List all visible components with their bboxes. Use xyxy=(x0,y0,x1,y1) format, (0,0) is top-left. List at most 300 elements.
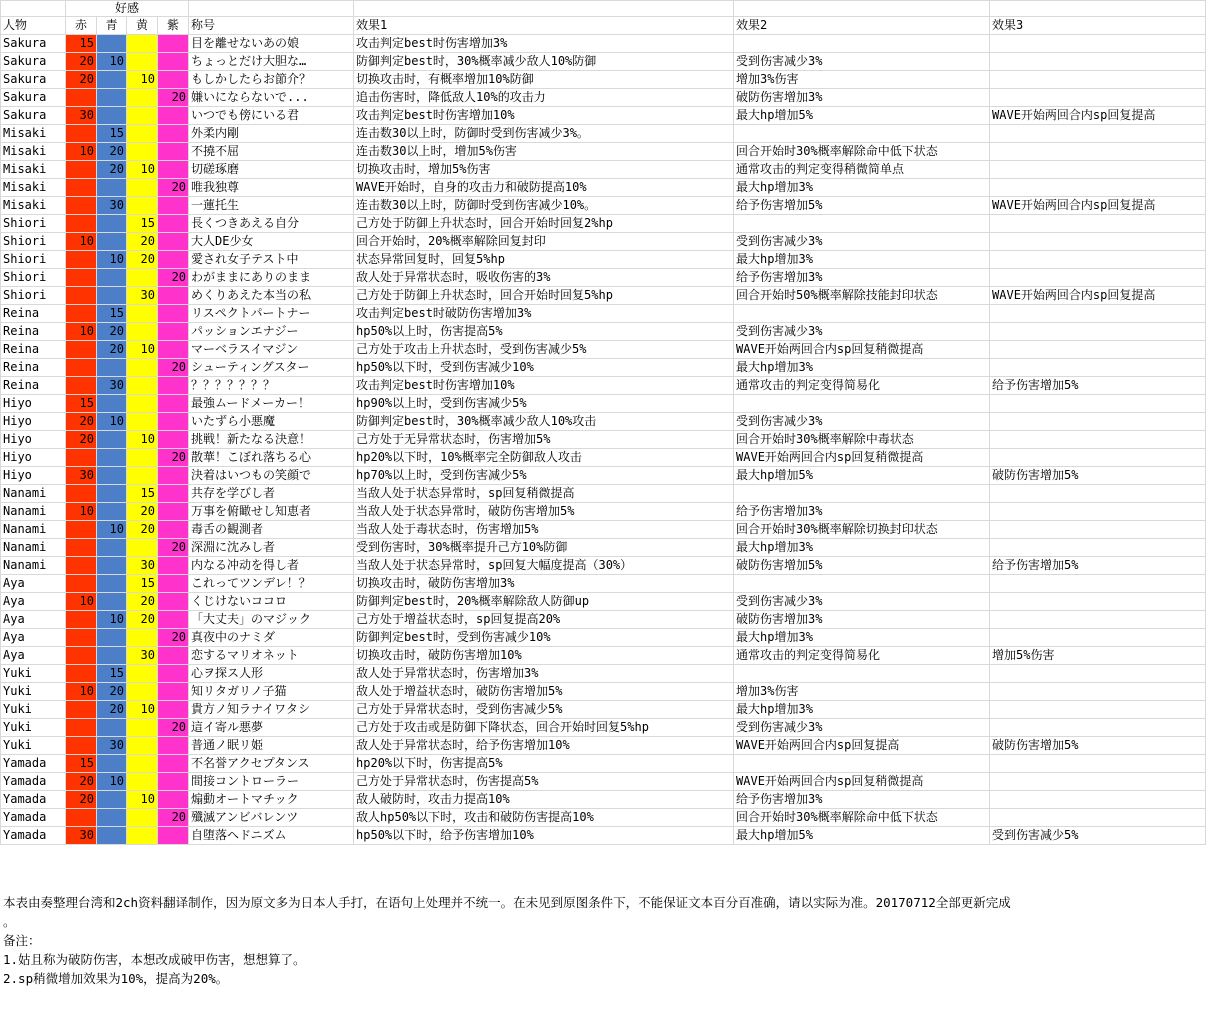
cell-effect1: 敌人hp50%以下时，攻击和破防伤害提高10% xyxy=(354,809,734,827)
cell-blue-affinity xyxy=(97,827,127,845)
table-row xyxy=(1,431,1206,449)
cell-effect3: WAVE开始两回合内sp回复提高 xyxy=(990,107,1206,125)
cell-purple-affinity xyxy=(158,215,189,233)
cell-yellow-affinity xyxy=(127,35,158,53)
cell-purple-affinity xyxy=(158,773,189,791)
cell-effect1: hp50%以下时，给予伤害增加10% xyxy=(354,827,734,845)
cell-effect1: 攻击判定best时破防伤害增加3% xyxy=(354,305,734,323)
cell-effect2: WAVE开始两回合内sp回复稍微提高 xyxy=(734,773,990,791)
cell-purple-affinity xyxy=(158,71,189,89)
cell-effect3 xyxy=(990,179,1206,197)
cell-yellow-affinity: 15 xyxy=(127,575,158,593)
cell-blue-affinity: 30 xyxy=(97,197,127,215)
cell-blue-affinity: 20 xyxy=(97,143,127,161)
header-affinity: 好感 xyxy=(66,1,189,17)
cell-title: 決着はいつもの笑顔で xyxy=(189,467,354,485)
cell-yellow-affinity: 20 xyxy=(127,611,158,629)
cell-red-affinity xyxy=(66,341,97,359)
cell-yellow-affinity xyxy=(127,179,158,197)
cell-character: Reina xyxy=(1,305,66,323)
cell-blue-affinity xyxy=(97,467,127,485)
cell-character: Yuki xyxy=(1,683,66,701)
table-row xyxy=(1,485,1206,503)
cell-character: Misaki xyxy=(1,143,66,161)
cell-effect1: 敌人处于增益状态时，破防伤害增加5% xyxy=(354,683,734,701)
cell-blue-affinity: 20 xyxy=(97,161,127,179)
table-row xyxy=(1,467,1206,485)
cell-effect3 xyxy=(990,431,1206,449)
cell-purple-affinity xyxy=(158,791,189,809)
cell-effect3: 受到伤害减少5% xyxy=(990,827,1206,845)
cell-effect2: 通常攻击的判定变得简易化 xyxy=(734,377,990,395)
cell-blue-affinity xyxy=(97,233,127,251)
table-row xyxy=(1,647,1206,665)
cell-effect1: 当敌人处于状态异常时，sp回复稍微提高 xyxy=(354,485,734,503)
cell-title: 自堕落ヘドニズム xyxy=(189,827,354,845)
cell-character: Yamada xyxy=(1,791,66,809)
cell-purple-affinity: 20 xyxy=(158,359,189,377)
cell-effect3 xyxy=(990,413,1206,431)
cell-effect1: 切换攻击时，增加5%伤害 xyxy=(354,161,734,179)
table-row xyxy=(1,539,1206,557)
cell-blue-affinity xyxy=(97,359,127,377)
cell-effect3: 破防伤害增加5% xyxy=(990,467,1206,485)
table-row xyxy=(1,143,1206,161)
cell-title: 深淵に沈みし者 xyxy=(189,539,354,557)
cell-effect1: 防御判定best时，20%概率解除敌人防御up xyxy=(354,593,734,611)
cell-purple-affinity xyxy=(158,107,189,125)
cell-blue-affinity xyxy=(97,431,127,449)
table-row xyxy=(1,53,1206,71)
cell-effect2: 给予伤害增加3% xyxy=(734,791,990,809)
cell-effect1: 己方处于攻击上升状态时，受到伤害减少5% xyxy=(354,341,734,359)
cell-blue-affinity: 10 xyxy=(97,53,127,71)
cell-yellow-affinity xyxy=(127,413,158,431)
cell-effect1: hp20%以下时，伤害提高5% xyxy=(354,755,734,773)
cell-purple-affinity xyxy=(158,647,189,665)
header-blank xyxy=(990,1,1206,17)
cell-red-affinity: 15 xyxy=(66,35,97,53)
table-row xyxy=(1,35,1206,53)
cell-title: 共存を学びし者 xyxy=(189,485,354,503)
cell-red-affinity: 10 xyxy=(66,143,97,161)
header-blank xyxy=(354,1,734,17)
cell-effect3 xyxy=(990,521,1206,539)
cell-effect2: 破防伤害增加3% xyxy=(734,89,990,107)
cell-red-affinity xyxy=(66,485,97,503)
cell-title: 長くつきあえる自分 xyxy=(189,215,354,233)
cell-blue-affinity xyxy=(97,395,127,413)
cell-purple-affinity xyxy=(158,575,189,593)
cell-purple-affinity xyxy=(158,395,189,413)
cell-effect3 xyxy=(990,89,1206,107)
notes-intro-text: 本表由奏整理台湾和2ch资料翻译制作，因为原文多为日本人手打，在语句上处理并不统一。在未见到原图条件下，不能保证文本百分百准确，请以实际为准。20170712全部更新完成 xyxy=(3,895,1011,910)
cell-yellow-affinity: 10 xyxy=(127,791,158,809)
cell-character: Reina xyxy=(1,377,66,395)
cell-effect2 xyxy=(734,215,990,233)
cell-blue-affinity: 10 xyxy=(97,521,127,539)
cell-effect3 xyxy=(990,395,1206,413)
cell-title: パッションエナジー xyxy=(189,323,354,341)
cell-blue-affinity xyxy=(97,179,127,197)
header-effect1: 效果1 xyxy=(354,17,734,35)
cell-red-affinity xyxy=(66,521,97,539)
cell-character: Nanami xyxy=(1,503,66,521)
cell-red-affinity xyxy=(66,215,97,233)
cell-blue-affinity: 20 xyxy=(97,341,127,359)
cell-effect1: 防御判定best时，30%概率减少敌人10%防御 xyxy=(354,53,734,71)
cell-red-affinity xyxy=(66,701,97,719)
cell-purple-affinity xyxy=(158,197,189,215)
cell-effect2: 最大hp增加3% xyxy=(734,179,990,197)
cell-purple-affinity xyxy=(158,755,189,773)
cell-character: Hiyo xyxy=(1,395,66,413)
cell-effect2: 给予伤害增加5% xyxy=(734,197,990,215)
cell-title: 普通ノ眠リ姫 xyxy=(189,737,354,755)
table-row xyxy=(1,89,1206,107)
cell-character: Hiyo xyxy=(1,467,66,485)
cell-title: 愛され女子テスト中 xyxy=(189,251,354,269)
cell-effect2 xyxy=(734,755,990,773)
cell-effect3 xyxy=(990,683,1206,701)
table-row xyxy=(1,683,1206,701)
cell-blue-affinity: 15 xyxy=(97,125,127,143)
cell-effect3: 给予伤害增加5% xyxy=(990,557,1206,575)
cell-effect3: 给予伤害增加5% xyxy=(990,377,1206,395)
cell-effect1: WAVE开始时，自身的攻击力和破防提高10% xyxy=(354,179,734,197)
cell-character: Aya xyxy=(1,575,66,593)
cell-effect2: 最大hp增加5% xyxy=(734,107,990,125)
cell-purple-affinity xyxy=(158,377,189,395)
cell-red-affinity xyxy=(66,449,97,467)
table-row xyxy=(1,251,1206,269)
cell-effect3 xyxy=(990,53,1206,71)
cell-effect2 xyxy=(734,395,990,413)
cell-purple-affinity xyxy=(158,305,189,323)
cell-yellow-affinity xyxy=(127,809,158,827)
header-effect3: 效果3 xyxy=(990,17,1206,35)
cell-effect2: 受到伤害减少3% xyxy=(734,323,990,341)
cell-purple-affinity: 20 xyxy=(158,539,189,557)
cell-yellow-affinity xyxy=(127,53,158,71)
cell-red-affinity xyxy=(66,377,97,395)
header-effect2: 效果2 xyxy=(734,17,990,35)
cell-red-affinity xyxy=(66,611,97,629)
cell-yellow-affinity xyxy=(127,449,158,467)
cell-title: もしかしたらお節介？ xyxy=(189,71,354,89)
cell-effect3 xyxy=(990,143,1206,161)
cell-effect1: 己方处于攻击或是防御下降状态，回合开始时回复5%hp xyxy=(354,719,734,737)
cell-title: 散華！こぼれ落ちる心 xyxy=(189,449,354,467)
cell-character: Nanami xyxy=(1,521,66,539)
cell-character: Reina xyxy=(1,323,66,341)
cell-yellow-affinity xyxy=(127,197,158,215)
cell-title: くじけないココロ xyxy=(189,593,354,611)
cell-yellow-affinity: 10 xyxy=(127,701,158,719)
cell-effect2: WAVE开始两回合内sp回复提高 xyxy=(734,737,990,755)
cell-purple-affinity xyxy=(158,341,189,359)
notes-section xyxy=(3,893,1203,988)
cell-red-affinity xyxy=(66,89,97,107)
table-row xyxy=(1,701,1206,719)
cell-red-affinity xyxy=(66,125,97,143)
cell-effect3 xyxy=(990,359,1206,377)
cell-red-affinity: 10 xyxy=(66,233,97,251)
cell-title: 内なる冲动を得し者 xyxy=(189,557,354,575)
cell-blue-affinity: 10 xyxy=(97,773,127,791)
cell-character: Misaki xyxy=(1,125,66,143)
cell-purple-affinity: 20 xyxy=(158,179,189,197)
cell-effect1: 切换攻击时，破防伤害增加3% xyxy=(354,575,734,593)
cell-effect1: 状态异常回复时，回复5%hp xyxy=(354,251,734,269)
cell-purple-affinity xyxy=(158,467,189,485)
cell-character: Yamada xyxy=(1,773,66,791)
cell-purple-affinity xyxy=(158,485,189,503)
cell-yellow-affinity xyxy=(127,305,158,323)
cell-effect2: 受到伤害减少3% xyxy=(734,593,990,611)
cell-effect2 xyxy=(734,125,990,143)
cell-effect3 xyxy=(990,755,1206,773)
notes-intro xyxy=(3,893,1203,931)
cell-effect2: 回合开始时30%概率解除命中低下状态 xyxy=(734,143,990,161)
cell-yellow-affinity: 30 xyxy=(127,647,158,665)
cell-character: Aya xyxy=(1,593,66,611)
notes-remark-1: 1.姑且称为破防伤害，本想改成破甲伤害，想想算了。 xyxy=(3,952,306,967)
cell-effect1: 攻击判定best时伤害增加3% xyxy=(354,35,734,53)
cell-character: Misaki xyxy=(1,179,66,197)
cell-title: わがままにありのまま xyxy=(189,269,354,287)
cell-blue-affinity xyxy=(97,557,127,575)
cell-red-affinity: 30 xyxy=(66,467,97,485)
cell-character: Reina xyxy=(1,341,66,359)
table-row xyxy=(1,377,1206,395)
cell-purple-affinity xyxy=(158,827,189,845)
cell-red-affinity xyxy=(66,197,97,215)
cell-character: Yuki xyxy=(1,701,66,719)
cell-purple-affinity: 20 xyxy=(158,809,189,827)
cell-character: Hiyo xyxy=(1,431,66,449)
cell-red-affinity: 20 xyxy=(66,791,97,809)
cell-effect3: 增加5%伤害 xyxy=(990,647,1206,665)
cell-title: いたずら小悪魔 xyxy=(189,413,354,431)
cell-purple-affinity xyxy=(158,701,189,719)
cell-yellow-affinity xyxy=(127,269,158,287)
table-row xyxy=(1,305,1206,323)
cell-red-affinity: 10 xyxy=(66,503,97,521)
cell-effect1: 敌人处于异常状态时，给予伤害增加10% xyxy=(354,737,734,755)
table-row xyxy=(1,197,1206,215)
cell-character: Shiori xyxy=(1,251,66,269)
cell-yellow-affinity xyxy=(127,467,158,485)
cell-title: 毒舌の観測者 xyxy=(189,521,354,539)
cell-effect1: 当敌人处于毒状态时，伤害增加5% xyxy=(354,521,734,539)
cell-title: 切磋琢磨 xyxy=(189,161,354,179)
cell-title: 這イ寄ル悪夢 xyxy=(189,719,354,737)
cell-title: シューティングスター xyxy=(189,359,354,377)
cell-title: ？？？？？？？ xyxy=(189,377,354,395)
cell-effect1: 回合开始时，20%概率解除回复封印 xyxy=(354,233,734,251)
cell-yellow-affinity: 20 xyxy=(127,593,158,611)
cell-effect1: 己方处于防御上升状态时，回合开始时回复5%hp xyxy=(354,287,734,305)
cell-effect3 xyxy=(990,251,1206,269)
cell-character: Aya xyxy=(1,629,66,647)
cell-character: Sakura xyxy=(1,53,66,71)
cell-red-affinity: 15 xyxy=(66,755,97,773)
cell-title: 唯我独尊 xyxy=(189,179,354,197)
cell-blue-affinity xyxy=(97,791,127,809)
cell-yellow-affinity xyxy=(127,359,158,377)
cell-blue-affinity xyxy=(97,485,127,503)
cell-blue-affinity xyxy=(97,503,127,521)
cell-character: Nanami xyxy=(1,485,66,503)
cell-title: 知リタガリノ子猫 xyxy=(189,683,354,701)
cell-character: Shiori xyxy=(1,269,66,287)
cell-blue-affinity: 20 xyxy=(97,323,127,341)
cell-effect3 xyxy=(990,539,1206,557)
cell-purple-affinity: 20 xyxy=(158,269,189,287)
cell-effect2 xyxy=(734,35,990,53)
cell-purple-affinity xyxy=(158,521,189,539)
cell-yellow-affinity: 10 xyxy=(127,341,158,359)
cell-effect1: 己方处于异常状态时，伤害提高5% xyxy=(354,773,734,791)
cell-effect3 xyxy=(990,233,1206,251)
cell-yellow-affinity xyxy=(127,377,158,395)
cell-effect3: WAVE开始两回合内sp回复提高 xyxy=(990,287,1206,305)
header-character: 人物 xyxy=(1,17,66,35)
cell-title: 不名誉アクセプタンス xyxy=(189,755,354,773)
table-row xyxy=(1,521,1206,539)
cell-effect1: 己方处于防御上升状态时，回合开始时回复2%hp xyxy=(354,215,734,233)
cell-effect1: 防御判定best时，30%概率减少敌人10%攻击 xyxy=(354,413,734,431)
cell-title: 目を離せないあの娘 xyxy=(189,35,354,53)
cell-effect1: 敌人处于异常状态时，伤害增加3% xyxy=(354,665,734,683)
cell-purple-affinity xyxy=(158,431,189,449)
cell-blue-affinity xyxy=(97,719,127,737)
cell-purple-affinity xyxy=(158,233,189,251)
cell-purple-affinity: 20 xyxy=(158,629,189,647)
cell-effect1: 切换攻击时，破防伤害增加10% xyxy=(354,647,734,665)
cell-blue-affinity: 10 xyxy=(97,413,127,431)
cell-blue-affinity xyxy=(97,269,127,287)
cell-effect2: 最大hp增加5% xyxy=(734,827,990,845)
cell-red-affinity: 15 xyxy=(66,395,97,413)
cell-effect2: 破防伤害增加5% xyxy=(734,557,990,575)
cell-red-affinity: 10 xyxy=(66,593,97,611)
cell-title: ちょっとだけ大胆な… xyxy=(189,53,354,71)
cell-red-affinity: 30 xyxy=(66,827,97,845)
cell-character: Shiori xyxy=(1,233,66,251)
cell-effect2: 最大hp增加3% xyxy=(734,539,990,557)
cell-character: Nanami xyxy=(1,539,66,557)
cell-purple-affinity xyxy=(158,35,189,53)
cell-red-affinity xyxy=(66,665,97,683)
cell-blue-affinity: 20 xyxy=(97,683,127,701)
cell-blue-affinity: 20 xyxy=(97,701,127,719)
cell-purple-affinity xyxy=(158,251,189,269)
cell-red-affinity xyxy=(66,305,97,323)
cell-blue-affinity xyxy=(97,107,127,125)
cell-effect1: 追击伤害时，降低敌人10%的攻击力 xyxy=(354,89,734,107)
cell-purple-affinity xyxy=(158,557,189,575)
cell-effect3 xyxy=(990,341,1206,359)
cell-effect1: 己方处于增益状态时，sp回复提高20% xyxy=(354,611,734,629)
cell-title: 殲滅アンビバレンツ xyxy=(189,809,354,827)
cell-effect3 xyxy=(990,575,1206,593)
table-row xyxy=(1,755,1206,773)
cell-yellow-affinity xyxy=(127,755,158,773)
cell-effect1: hp50%以上时，伤害提高5% xyxy=(354,323,734,341)
cell-yellow-affinity: 20 xyxy=(127,521,158,539)
cell-purple-affinity: 20 xyxy=(158,89,189,107)
cell-character: Misaki xyxy=(1,161,66,179)
cell-effect2: 最大hp增加3% xyxy=(734,701,990,719)
header-row-columns xyxy=(1,17,1206,35)
cell-yellow-affinity xyxy=(127,107,158,125)
cell-effect1: 连击数30以上时，防御时受到伤害减少3%。 xyxy=(354,125,734,143)
cell-blue-affinity xyxy=(97,755,127,773)
cell-effect2: 增加3%伤害 xyxy=(734,683,990,701)
cell-effect2: 给予伤害增加3% xyxy=(734,269,990,287)
cell-yellow-affinity xyxy=(127,683,158,701)
cell-title: 嫌いにならないで... xyxy=(189,89,354,107)
cell-effect2: 最大hp增加5% xyxy=(734,467,990,485)
cell-character: Aya xyxy=(1,611,66,629)
cell-blue-affinity: 15 xyxy=(97,665,127,683)
table-row xyxy=(1,593,1206,611)
table-row xyxy=(1,395,1206,413)
cell-blue-affinity xyxy=(97,287,127,305)
cell-blue-affinity xyxy=(97,539,127,557)
cell-effect2: 通常攻击的判定变得简易化 xyxy=(734,647,990,665)
cell-yellow-affinity xyxy=(127,719,158,737)
cell-purple-affinity xyxy=(158,323,189,341)
cell-yellow-affinity xyxy=(127,395,158,413)
cell-red-affinity: 20 xyxy=(66,53,97,71)
cell-purple-affinity xyxy=(158,161,189,179)
cell-blue-affinity xyxy=(97,35,127,53)
cell-title: 間接コントローラー xyxy=(189,773,354,791)
cell-blue-affinity: 10 xyxy=(97,611,127,629)
cell-effect1: 切换攻击时，有概率增加10%防御 xyxy=(354,71,734,89)
cell-yellow-affinity xyxy=(127,827,158,845)
cell-title: これってツンデレ！？ xyxy=(189,575,354,593)
cell-purple-affinity xyxy=(158,53,189,71)
cell-effect2: WAVE开始两回合内sp回复稍微提高 xyxy=(734,341,990,359)
cell-yellow-affinity: 10 xyxy=(127,71,158,89)
cell-effect1: hp20%以下时，10%概率完全防御敌人攻击 xyxy=(354,449,734,467)
cell-red-affinity: 20 xyxy=(66,773,97,791)
cell-character: Misaki xyxy=(1,197,66,215)
cell-effect3: WAVE开始两回合内sp回复提高 xyxy=(990,197,1206,215)
cell-title: 貴方ノ知ラナイワタシ xyxy=(189,701,354,719)
cell-title: 心ヲ探ス人形 xyxy=(189,665,354,683)
cell-character: Sakura xyxy=(1,35,66,53)
table-row xyxy=(1,773,1206,791)
cell-title: 一蓮托生 xyxy=(189,197,354,215)
cell-effect2: 受到伤害减少3% xyxy=(734,53,990,71)
cell-blue-affinity xyxy=(97,593,127,611)
cell-yellow-affinity: 30 xyxy=(127,557,158,575)
cell-blue-affinity xyxy=(97,71,127,89)
cell-effect3 xyxy=(990,323,1206,341)
cell-effect1: 连击数30以上时，增加5%伤害 xyxy=(354,143,734,161)
cell-red-affinity xyxy=(66,629,97,647)
table-row xyxy=(1,215,1206,233)
cell-effect3 xyxy=(990,125,1206,143)
cell-yellow-affinity xyxy=(127,89,158,107)
header-blank xyxy=(734,1,990,17)
cell-title: 煽動オートマチック xyxy=(189,791,354,809)
